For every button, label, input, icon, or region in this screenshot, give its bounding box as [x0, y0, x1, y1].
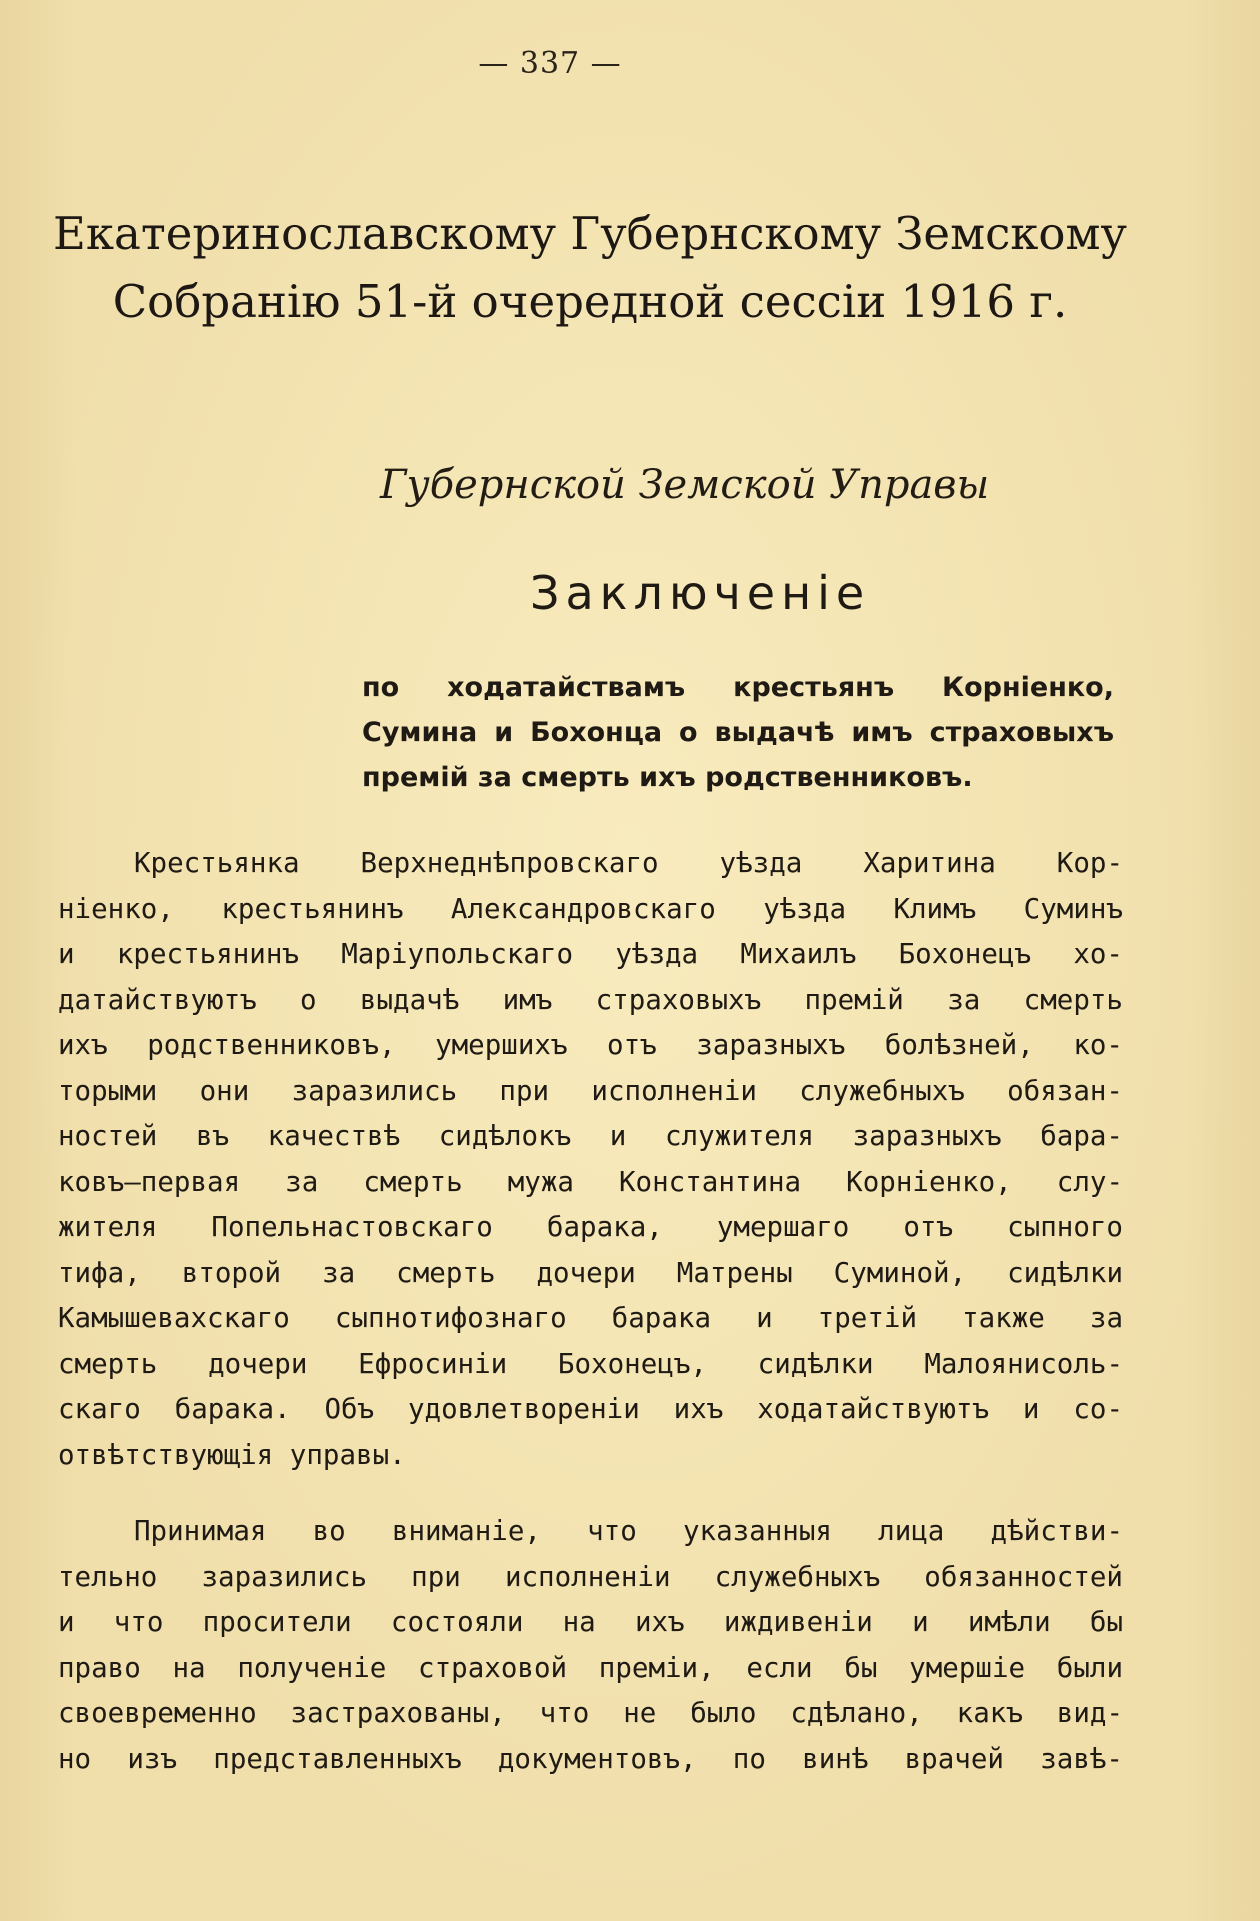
- summary-line: премій за смерть ихъ родственниковъ.: [362, 762, 973, 793]
- text-line: ковъ—первая за смерть мужа Константина Корніенко, слу-: [58, 1165, 1123, 1198]
- title-line-2: Собранію 51-й очередной сессіи 1916 г.: [112, 275, 1068, 328]
- text-line: Крестьянка Верхнеднѣпровскаго уѣзда Харитина Кор-: [134, 847, 1123, 879]
- text-line: тельно заразились при исполненіи служебныхъ обязанностей: [58, 1560, 1123, 1593]
- text-line: ностей въ качествѣ сидѣлокъ и служителя заразныхъ бара-: [58, 1120, 1123, 1152]
- conclusion-summary: [362, 665, 1114, 800]
- section-heading: Заключеніе: [530, 566, 871, 620]
- text-line: и что просители состояли на ихъ иждивеніи и имѣли бы: [58, 1606, 1123, 1638]
- text-line: и крестьянинъ Маріупольскаго уѣзда Михаилъ Бохонецъ хо-: [58, 938, 1123, 970]
- paragraph-2: [58, 1509, 1123, 1782]
- text-line: Принимая во вниманіе, что указанныя лица дѣйстви-: [134, 1515, 1123, 1547]
- text-line: но изъ представленныхъ документовъ, по винѣ врачей завѣ-: [58, 1742, 1123, 1775]
- text-line: право на полученіе страховой преміи, если бы умершіе были: [58, 1651, 1123, 1684]
- text-line: своевременно застрахованы, что не было сдѣлано, какъ вид-: [58, 1697, 1123, 1729]
- document-title: [40, 200, 1140, 336]
- text-line: скаго барака. Объ удовлетвореніи ихъ ходатайствуютъ и со-: [58, 1393, 1123, 1425]
- text-line: датайствуютъ о выдачѣ имъ страховыхъ премій за смерть: [58, 983, 1123, 1016]
- summary-line: по ходатайствамъ крестьянъ Корніенко,: [362, 672, 1114, 703]
- summary-line: Сумина и Бохонца о выдачѣ имъ страховыхъ: [362, 717, 1114, 748]
- text-line: отвѣтствующія управы.: [58, 1438, 406, 1471]
- text-line: Камышевахскаго сыпнотифознаго барака и третій также за: [58, 1302, 1123, 1334]
- page-number: — 337 —: [478, 46, 622, 81]
- text-line: ніенко, крестьянинъ Александровскаго уѣзда Климъ Суминъ: [58, 892, 1123, 925]
- title-line-1: Екатеринославскому Губернскому Земскому: [53, 207, 1127, 260]
- text-line: торыми они заразились при исполненіи служебныхъ обязан-: [58, 1074, 1123, 1107]
- issuer-subtitle: Губернской Земской Управы: [380, 462, 990, 508]
- text-line: тифа, второй за смерть дочери Матрены Суминой, сидѣлки: [58, 1256, 1123, 1289]
- paragraph-1: [58, 841, 1123, 1478]
- text-line: жителя Попельнастовскаго барака, умершаго отъ сыпного: [58, 1211, 1123, 1243]
- text-line: смерть дочери Ефросиніи Бохонецъ, сидѣлки Малоянисоль-: [58, 1347, 1123, 1380]
- text-line: ихъ родственниковъ, умершихъ отъ заразныхъ болѣзней, ко-: [58, 1029, 1123, 1061]
